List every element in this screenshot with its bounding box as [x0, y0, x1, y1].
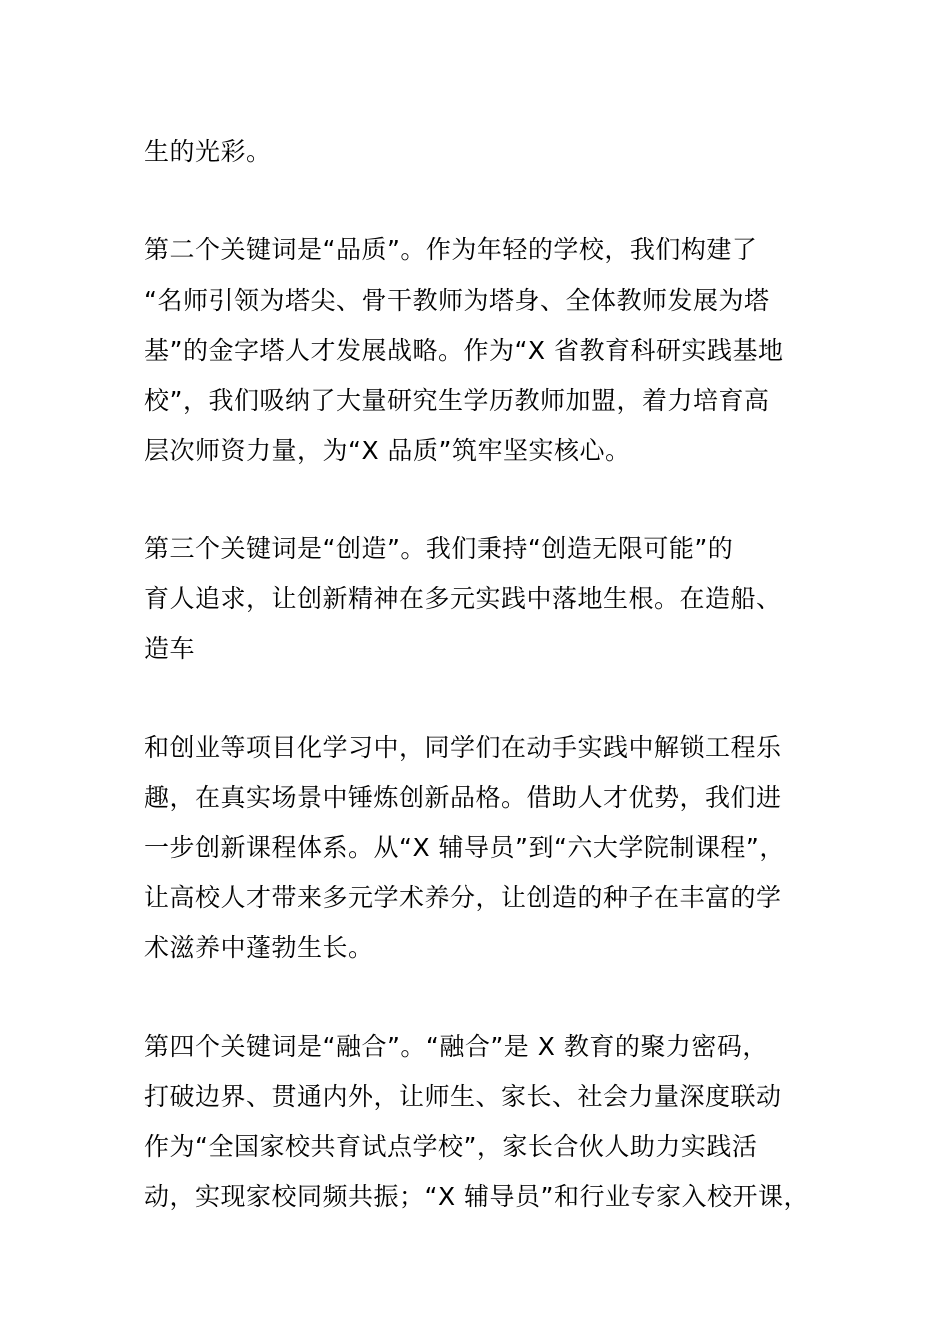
paragraph-2-line-4: 校”，我们吸纳了大量研究生学历教师加盟，着力培育高	[144, 386, 770, 415]
paragraph-2-line-1: 第二个关键词是“品质”。作为年轻的学校，我们构建了	[144, 235, 758, 264]
paragraph-2-line-2: “名师引领为塔尖、骨干教师为塔身、全体教师发展为塔	[144, 286, 770, 315]
paragraph-3-line-2: 育人追求，让创新精神在多元实践中落地生根。在造船、	[144, 584, 782, 613]
paragraph-4-line-1: 和创业等项目化学习中，同学们在动手实践中解锁工程乐	[144, 733, 782, 762]
paragraph-2-line-3: 基”的金字塔人才发展战略。作为“X 省教育科研实践基地	[144, 336, 784, 365]
paragraph-3-line-1: 第三个关键词是“创造”。我们秉持“创造无限可能”的	[144, 534, 734, 563]
paragraph-4-line-4: 让高校人才带来多元学术养分，让创造的种子在丰富的学	[144, 883, 782, 912]
paragraph-2-line-5: 层次师资力量，为“X 品质”筑牢坚实核心。	[144, 436, 631, 465]
paragraph-5-line-2: 打破边界、贯通内外，让师生、家长、社会力量深度联动	[144, 1082, 782, 1111]
paragraph-3-line-3: 造车	[144, 634, 196, 663]
paragraph-5-line-3: 作为“全国家校共育试点学校”，家长合伙人助力实践活	[144, 1132, 758, 1161]
paragraph-4-line-3: 一步创新课程体系。从“X 辅导员”到“六大学院制课程”，	[144, 833, 785, 862]
paragraph-5-line-1: 第四个关键词是“融合”。“融合”是 X 教育的聚力密码，	[144, 1032, 768, 1061]
paragraph-4-line-5: 术滋养中蓬勃生长。	[144, 933, 374, 962]
paragraph-1-line-1: 生的光彩。	[144, 137, 272, 166]
paragraph-4-line-2: 趣，在真实场景中锤炼创新品格。借助人才优势，我们进	[144, 783, 782, 812]
paragraph-5-line-4: 动，实现家校同频共振；“X 辅导员”和行业专家入校开课，	[144, 1182, 809, 1211]
